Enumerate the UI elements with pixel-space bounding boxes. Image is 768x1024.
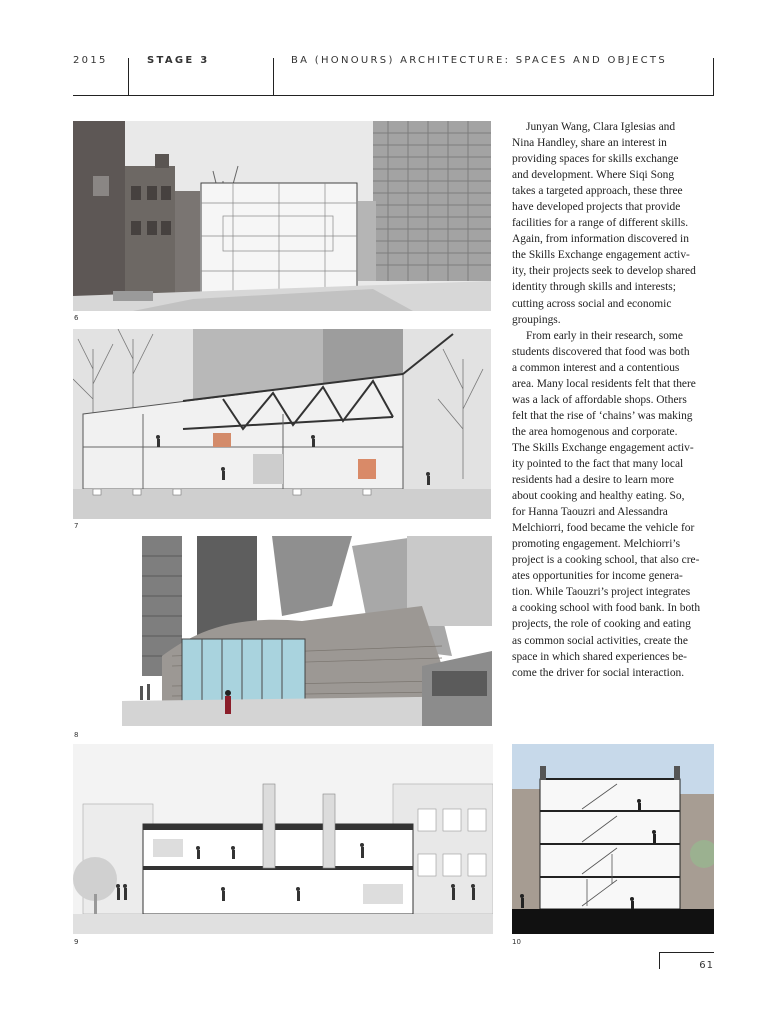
figure-7-caption: 7	[74, 522, 79, 530]
body-text-line: space in which shared experiences be-	[512, 650, 687, 663]
body-text-line: From early in their research, some	[526, 329, 683, 342]
body-text-line: for Hanna Taouzri and Alessandra	[512, 506, 668, 519]
body-text-line: have developed projects that provide	[512, 201, 681, 214]
figure-8-caption: 8	[74, 731, 79, 739]
figure-10-image	[512, 744, 714, 934]
footer-rule	[659, 952, 660, 969]
figure-6-image	[73, 121, 491, 311]
body-text-line: as common social activities, create the	[512, 634, 688, 647]
body-text-line: Again, from information discovered in	[512, 233, 689, 246]
body-text-line: tion. While Taouzri’s project integrates	[512, 586, 691, 599]
body-text-line: promoting engagement. Melchiorri’s	[512, 538, 681, 551]
figure-6-caption: 6	[74, 314, 79, 322]
body-text-line: providing spaces for skills exchange	[512, 153, 679, 166]
figure-10-caption: 10	[512, 938, 521, 946]
body-text-line: project is a cooking school, that also cre-	[512, 554, 700, 567]
body-text-line: Melchiorri, food became the vehicle for	[512, 522, 695, 535]
body-text-line: and development. Where Siqi Song	[512, 169, 675, 182]
header-divider	[273, 58, 274, 95]
body-text-line: the area homogenous and corporate.	[512, 425, 678, 438]
body-text-line: projects, the role of cooking and eating	[512, 618, 691, 631]
body-text-line: residents had a desire to learn more	[512, 474, 674, 487]
figure-8-image	[122, 536, 492, 726]
header-rule	[73, 95, 714, 96]
header-divider	[713, 58, 714, 95]
body-text-line: takes a targeted approach, these three	[512, 185, 683, 198]
body-text-line: area. Many local residents felt that there	[512, 377, 696, 390]
body-text-line: Junyan Wang, Clara Iglesias and	[526, 121, 676, 133]
body-text-line: students discovered that food was both	[512, 345, 690, 358]
body-text-line: ates opportunities for income genera-	[512, 570, 683, 583]
body-text-line: about cooking and healthy eating. So,	[512, 490, 685, 503]
header-course: BA (HONOURS) ARCHITECTURE: SPACES AND OBJECTS	[291, 55, 667, 66]
figure-9-caption: 9	[74, 938, 79, 946]
body-text	[512, 119, 713, 681]
body-text-line: Nina Handley, share an interest in	[512, 137, 667, 150]
body-text-line: ity, their projects seek to develop shared	[512, 265, 696, 278]
body-text-line: groupings.	[512, 313, 561, 326]
header-divider	[128, 58, 129, 95]
body-text-line: felt that the rise of ‘chains’ was making	[512, 409, 693, 422]
figure-7-image	[73, 329, 491, 519]
body-text-line: ity pointed to the fact that many local	[512, 457, 684, 470]
header-year: 2015	[73, 55, 108, 66]
body-text-line: was a lack of affordable shops. Others	[512, 393, 687, 406]
body-text-line: identity through skills and interests;	[512, 281, 676, 294]
header-stage: STAGE 3	[147, 55, 210, 66]
footer-rule-top	[659, 952, 714, 953]
body-text-line: a common interest and a contentious	[512, 361, 680, 374]
body-text-line: The Skills Exchange engagement activ-	[512, 441, 694, 454]
body-text-line: the Skills Exchange engagement activ-	[512, 249, 690, 262]
body-text-line: cutting across social and economic	[512, 297, 672, 310]
body-text-line: a cooking school with food bank. In both	[512, 602, 701, 615]
figure-9-image	[73, 744, 493, 934]
body-text-line: facilities for a range of different skills.	[512, 217, 689, 230]
body-text-line: come the driver for social interaction.	[512, 666, 685, 679]
page-number: 61	[699, 960, 714, 971]
